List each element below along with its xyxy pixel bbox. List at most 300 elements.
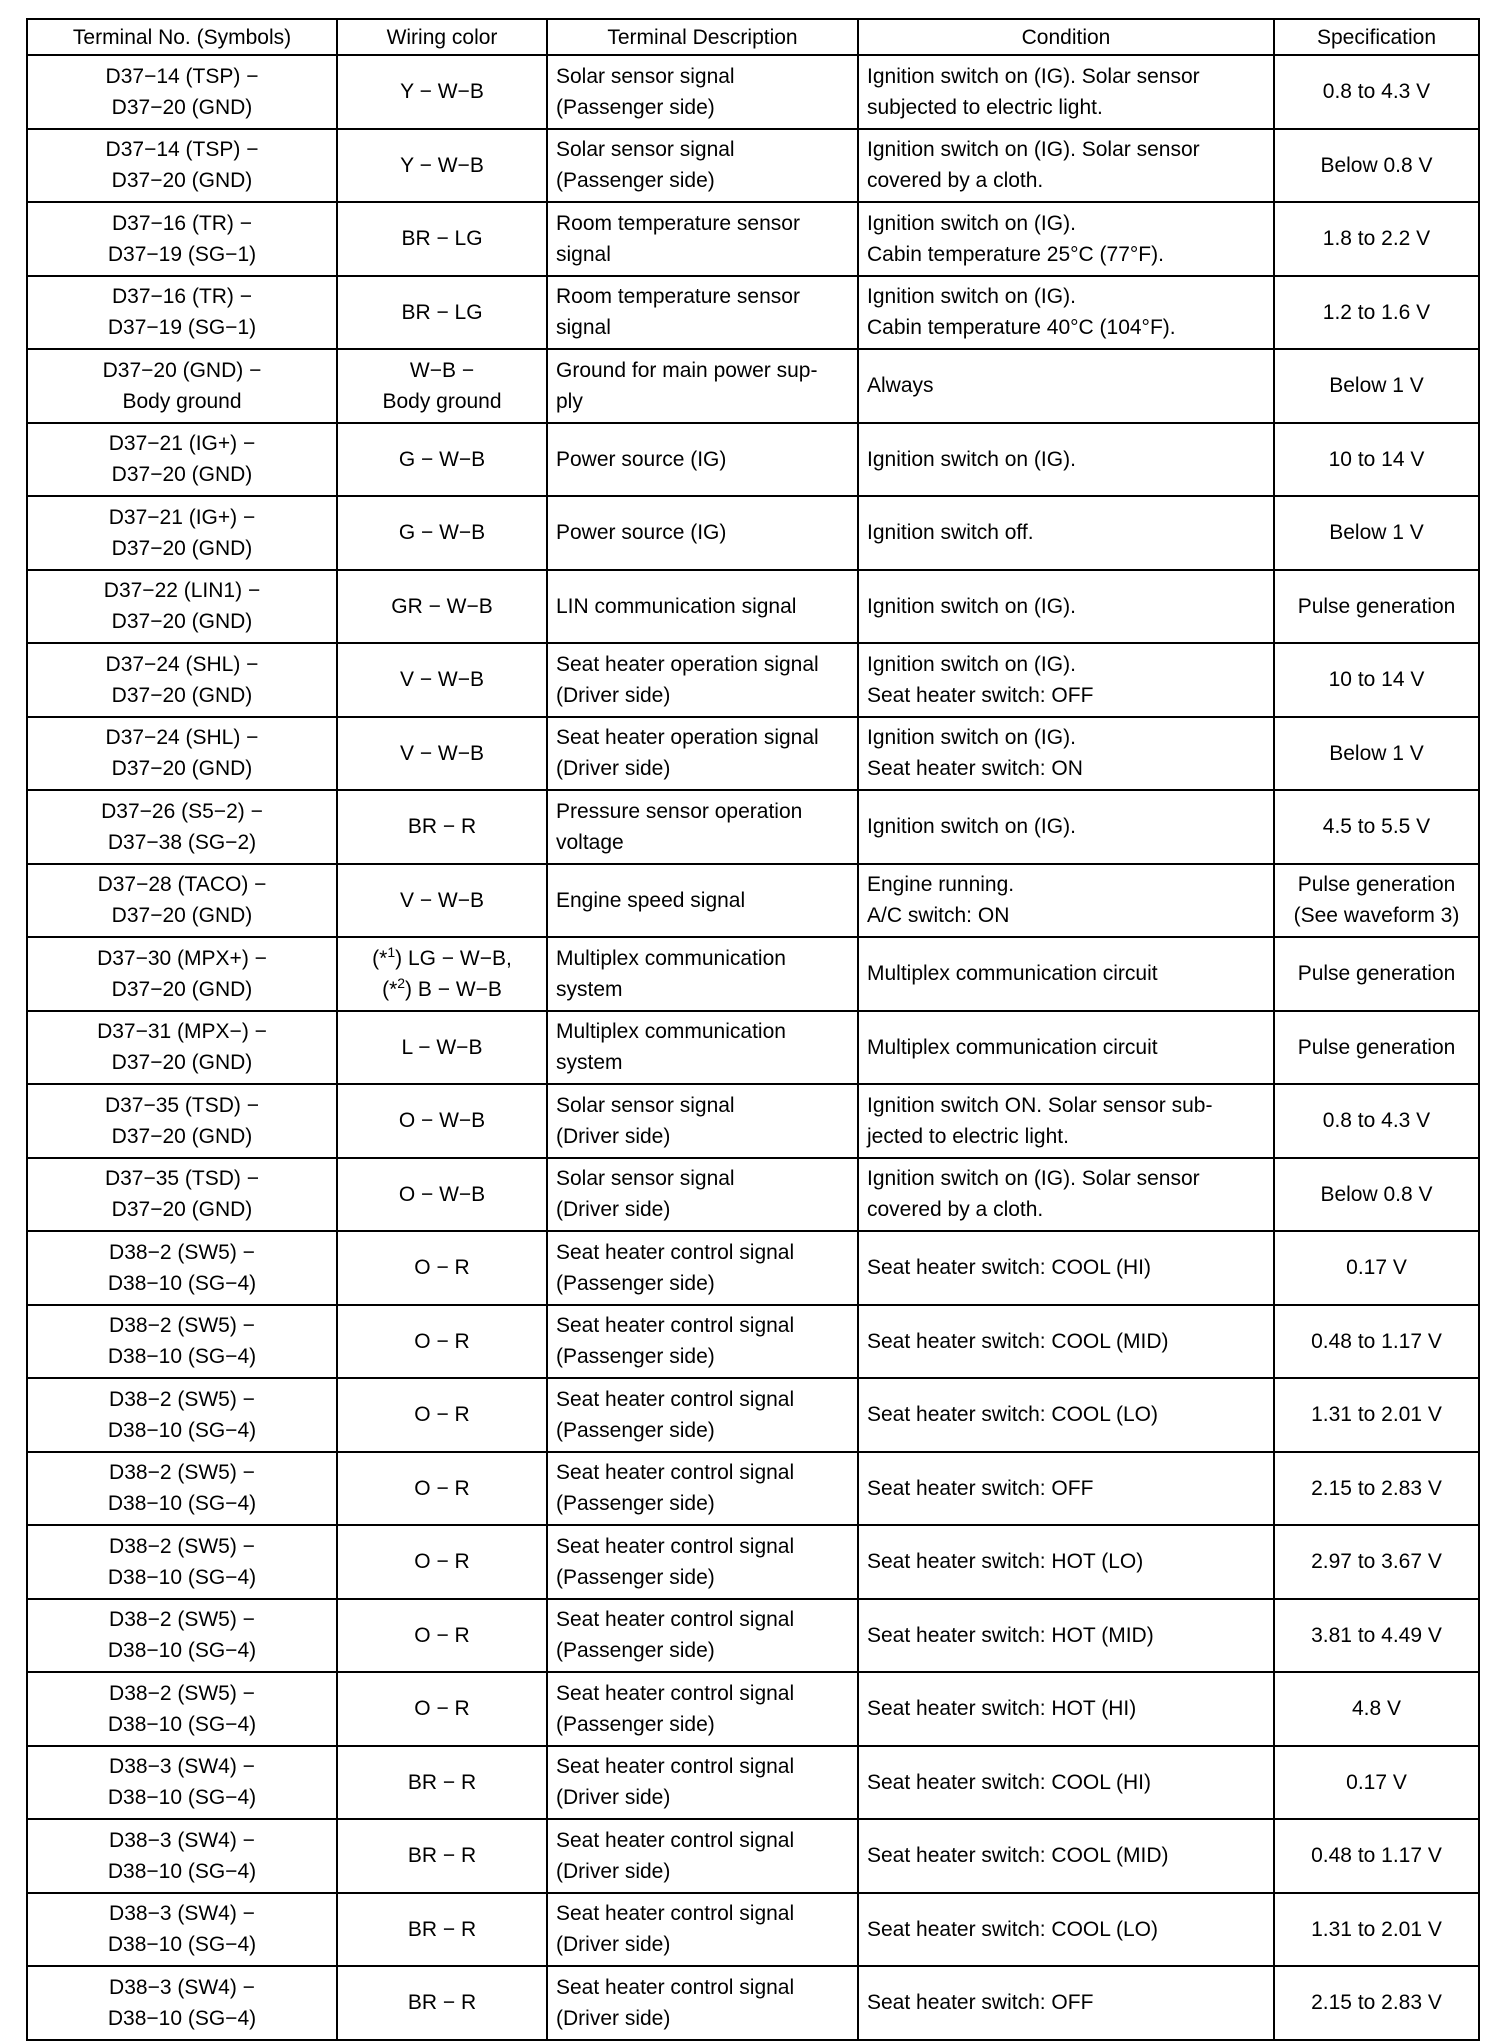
- cell-wiring-color: [337, 1966, 547, 2040]
- cell-terminal-description: [547, 1599, 858, 1673]
- cell-wiring-color-line: O − W−B: [398, 1182, 486, 1206]
- cell-wiring-color-line: (*$^2$) B − W−B: [382, 974, 502, 1001]
- cell-terminal-line: D37−20 (GND) −: [102, 358, 262, 382]
- cell-terminal-description-line: (Passenger side): [556, 1345, 715, 1369]
- cell-specification: [1274, 1893, 1479, 1967]
- cell-condition-line: Seat heater switch: OFF: [867, 1991, 1094, 2015]
- table-row: [27, 864, 1479, 938]
- cell-terminal-line: D37−20 (GND): [111, 1124, 253, 1148]
- cell-specification: [1274, 1672, 1479, 1746]
- cell-condition: [858, 1084, 1274, 1158]
- cell-condition-line: Engine running.: [867, 873, 1015, 897]
- cell-specification: [1274, 790, 1479, 864]
- cell-specification: [1274, 1452, 1479, 1526]
- cell-wiring-color-line: G − W−B: [398, 521, 486, 545]
- cell-condition-line: Seat heater switch: COOL (HI): [867, 1770, 1151, 1794]
- cell-terminal-line: D37−24 (SHL) −: [105, 652, 259, 676]
- cell-terminal-description-line: Seat heater control signal: [556, 1755, 795, 1779]
- cell-terminal-line: D37−35 (TSD) −: [104, 1093, 260, 1117]
- cell-specification-line: 0.48 to 1.17 V: [1311, 1844, 1442, 1868]
- cell-specification: [1274, 1084, 1479, 1158]
- table-row: [27, 1231, 1479, 1305]
- header-condition: Condition: [858, 19, 1274, 55]
- cell-terminal-line: D37−16 (TR) −: [111, 285, 253, 309]
- cell-wiring-color: [337, 276, 547, 350]
- cell-terminal: [27, 276, 337, 350]
- cell-wiring-color: [337, 423, 547, 497]
- cell-terminal: [27, 1893, 337, 1967]
- cell-terminal-line: D37−21 (IG+) −: [108, 505, 256, 529]
- cell-wiring-color: [337, 202, 547, 276]
- table-row: [27, 55, 1479, 129]
- cell-specification-line: Below 0.8 V: [1320, 1182, 1433, 1206]
- cell-terminal-description-line: Multiplex communication: [556, 1020, 786, 1044]
- table-row: [27, 1746, 1479, 1820]
- cell-terminal-line: D37−20 (GND): [111, 1051, 253, 1075]
- cell-wiring-color-line: O − R: [414, 1403, 470, 1427]
- cell-condition-line: Cabin temperature 25°C (77°F).: [867, 242, 1164, 266]
- cell-specification-line: (See waveform 3): [1293, 904, 1460, 928]
- cell-specification-line: Below 1 V: [1329, 741, 1424, 765]
- cell-wiring-color: [337, 570, 547, 644]
- cell-specification: [1274, 643, 1479, 717]
- table-body: [27, 55, 1479, 2040]
- cell-condition: [858, 1158, 1274, 1232]
- cell-specification: [1274, 1525, 1479, 1599]
- cell-wiring-color-line: BR − R: [407, 815, 477, 839]
- cell-terminal-description-line: (Passenger side): [556, 169, 715, 193]
- cell-terminal-line: D37−20 (GND): [111, 757, 253, 781]
- cell-terminal-line: Body ground: [122, 389, 242, 413]
- cell-terminal-description: [547, 864, 858, 938]
- cell-wiring-color: [337, 1746, 547, 1820]
- cell-condition-line: Seat heater switch: COOL (MID): [867, 1329, 1169, 1353]
- cell-wiring-color: [337, 1819, 547, 1893]
- cell-condition-line: A/C switch: ON: [867, 904, 1010, 928]
- cell-terminal-line: D37−20 (GND): [111, 536, 253, 560]
- cell-wiring-color: [337, 937, 547, 1011]
- cell-condition-line: subjected to electric light.: [867, 95, 1103, 119]
- cell-condition-line: Seat heater switch: ON: [867, 757, 1083, 781]
- cell-terminal-description-line: Seat heater control signal: [556, 1461, 795, 1485]
- cell-wiring-color-line: G − W−B: [398, 447, 486, 471]
- cell-condition: [858, 570, 1274, 644]
- cell-terminal-description-line: (Driver side): [556, 2006, 671, 2030]
- cell-condition-line: Ignition switch on (IG).: [867, 447, 1076, 471]
- cell-terminal-description: [547, 1525, 858, 1599]
- cell-specification-line: Pulse generation: [1297, 1035, 1456, 1059]
- cell-condition-line: Ignition switch off.: [867, 521, 1034, 545]
- cell-wiring-color-line: GR − W−B: [391, 594, 493, 618]
- cell-condition-line: Ignition switch on (IG).: [867, 594, 1076, 618]
- cell-terminal-description-line: Solar sensor signal: [556, 64, 735, 88]
- cell-terminal: [27, 349, 337, 423]
- cell-condition-line: Seat heater switch: COOL (LO): [867, 1917, 1158, 1941]
- cell-wiring-color: [337, 864, 547, 938]
- cell-wiring-color: [337, 55, 547, 129]
- cell-condition: [858, 55, 1274, 129]
- table-row: [27, 937, 1479, 1011]
- cell-condition: [858, 1672, 1274, 1746]
- cell-wiring-color: [337, 129, 547, 203]
- cell-terminal-line: D38−2 (SW5) −: [109, 1461, 255, 1485]
- cell-terminal: [27, 1378, 337, 1452]
- cell-specification: [1274, 129, 1479, 203]
- cell-specification-line: 0.17 V: [1346, 1770, 1407, 1794]
- cell-terminal-description: [547, 55, 858, 129]
- cell-wiring-color: [337, 790, 547, 864]
- table-row: [27, 1672, 1479, 1746]
- cell-terminal-line: D38−10 (SG−4): [107, 1418, 257, 1442]
- cell-wiring-color-line: Y − W−B: [400, 153, 484, 177]
- cell-terminal-line: D37−30 (MPX+) −: [97, 946, 267, 970]
- table-row: [27, 1525, 1479, 1599]
- cell-terminal-description-line: LIN communication signal: [556, 594, 797, 618]
- cell-wiring-color-line: Body ground: [382, 389, 502, 413]
- cell-wiring-color: [337, 1378, 547, 1452]
- cell-wiring-color: [337, 1672, 547, 1746]
- cell-terminal: [27, 129, 337, 203]
- cell-condition: [858, 1966, 1274, 2040]
- cell-terminal: [27, 1158, 337, 1232]
- cell-condition: [858, 717, 1274, 791]
- cell-condition: [858, 1231, 1274, 1305]
- cell-terminal-description-line: (Driver side): [556, 1124, 671, 1148]
- cell-condition: [858, 1525, 1274, 1599]
- cell-terminal-description: [547, 1231, 858, 1305]
- cell-terminal-description-line: (Passenger side): [556, 1418, 715, 1442]
- table-row: [27, 1011, 1479, 1085]
- cell-terminal: [27, 1966, 337, 2040]
- cell-terminal-description-line: Seat heater control signal: [556, 1902, 795, 1926]
- cell-terminal-line: D37−20 (GND): [111, 977, 253, 1001]
- cell-specification-line: Below 1 V: [1329, 374, 1424, 398]
- cell-specification: [1274, 1011, 1479, 1085]
- table-row: [27, 202, 1479, 276]
- cell-terminal-description-line: Multiplex communication: [556, 946, 786, 970]
- cell-specification-line: 2.15 to 2.83 V: [1311, 1991, 1442, 2015]
- table-header: [27, 19, 1479, 55]
- cell-terminal-description: [547, 1378, 858, 1452]
- cell-wiring-color-line: V − W−B: [399, 888, 485, 912]
- cell-specification-line: 1.8 to 2.2 V: [1322, 227, 1431, 251]
- cell-terminal-line: D38−10 (SG−4): [107, 1565, 257, 1589]
- cell-wiring-color: [337, 1231, 547, 1305]
- cell-terminal-description: [547, 1746, 858, 1820]
- cell-terminal-line: D37−38 (SG−2): [107, 830, 257, 854]
- cell-terminal: [27, 717, 337, 791]
- cell-terminal-description: [547, 1011, 858, 1085]
- cell-wiring-color-line: O − R: [414, 1623, 470, 1647]
- cell-specification-line: 1.31 to 2.01 V: [1311, 1403, 1442, 1427]
- cell-condition-line: Seat heater switch: HOT (HI): [867, 1697, 1137, 1721]
- cell-terminal-line: D37−28 (TACO) −: [97, 873, 267, 897]
- cell-terminal: [27, 423, 337, 497]
- table-row: [27, 1599, 1479, 1673]
- cell-terminal-line: D37−20 (GND): [111, 169, 253, 193]
- cell-terminal-description-line: Ground for main power sup-: [556, 358, 818, 382]
- table-row: [27, 1305, 1479, 1379]
- cell-terminal-description-line: (Passenger side): [556, 95, 715, 119]
- cell-terminal-description-line: Solar sensor signal: [556, 1093, 735, 1117]
- cell-terminal-line: D38−10 (SG−4): [107, 1859, 257, 1883]
- cell-specification-line: 10 to 14 V: [1328, 668, 1425, 692]
- cell-condition-line: Ignition switch on (IG).: [867, 211, 1076, 235]
- cell-wiring-color-line: O − W−B: [398, 1109, 486, 1133]
- cell-specification: [1274, 423, 1479, 497]
- cell-terminal-description: [547, 1305, 858, 1379]
- cell-terminal-description-line: (Passenger side): [556, 1712, 715, 1736]
- header-wiring-color: Wiring color: [337, 19, 547, 55]
- cell-wiring-color: [337, 717, 547, 791]
- cell-specification-line: 3.81 to 4.49 V: [1311, 1623, 1442, 1647]
- cell-specification: [1274, 1231, 1479, 1305]
- cell-specification-line: 2.97 to 3.67 V: [1311, 1550, 1442, 1574]
- table-row: [27, 643, 1479, 717]
- cell-condition: [858, 864, 1274, 938]
- cell-wiring-color-line: BR − LG: [401, 227, 483, 251]
- cell-condition-line: Seat heater switch: HOT (MID): [867, 1623, 1154, 1647]
- cell-terminal-line: D37−20 (GND): [111, 463, 253, 487]
- table-row: [27, 1893, 1479, 1967]
- cell-terminal: [27, 864, 337, 938]
- cell-condition-line: Seat heater switch: HOT (LO): [867, 1550, 1144, 1574]
- table-row: [27, 423, 1479, 497]
- cell-specification-line: 0.8 to 4.3 V: [1322, 80, 1431, 104]
- cell-condition-line: Seat heater switch: OFF: [867, 1476, 1094, 1500]
- cell-terminal-description-line: Seat heater control signal: [556, 1975, 795, 1999]
- cell-specification-line: 10 to 14 V: [1328, 447, 1425, 471]
- cell-terminal-description-line: signal: [556, 242, 611, 266]
- cell-terminal-description-line: system: [556, 1051, 623, 1075]
- cell-condition: [858, 643, 1274, 717]
- cell-terminal-description-line: Solar sensor signal: [556, 1167, 735, 1191]
- cell-terminal: [27, 1084, 337, 1158]
- table-row: [27, 1378, 1479, 1452]
- cell-terminal-description-line: Seat heater control signal: [556, 1387, 795, 1411]
- cell-terminal-line: D38−10 (SG−4): [107, 1271, 257, 1295]
- cell-terminal-description-line: Seat heater control signal: [556, 1681, 795, 1705]
- cell-condition-line: Ignition switch on (IG). Solar sensor: [867, 138, 1200, 162]
- cell-terminal-line: D37−20 (GND): [111, 1198, 253, 1222]
- cell-terminal-description: [547, 496, 858, 570]
- header-terminal-description: Terminal Description: [547, 19, 858, 55]
- cell-specification: [1274, 937, 1479, 1011]
- cell-terminal-line: D38−2 (SW5) −: [109, 1314, 255, 1338]
- cell-condition-line: Ignition switch on (IG).: [867, 815, 1076, 839]
- cell-terminal-line: D38−10 (SG−4): [107, 1712, 257, 1736]
- cell-specification-line: 1.31 to 2.01 V: [1311, 1917, 1442, 1941]
- cell-condition: [858, 1011, 1274, 1085]
- cell-condition-line: Cabin temperature 40°C (104°F).: [867, 316, 1176, 340]
- cell-condition-line: Seat heater switch: COOL (HI): [867, 1256, 1151, 1280]
- cell-terminal-line: D37−20 (GND): [111, 904, 253, 928]
- cell-terminal-description: [547, 937, 858, 1011]
- cell-specification: [1274, 1305, 1479, 1379]
- cell-terminal-description: [547, 423, 858, 497]
- cell-wiring-color-line: V − W−B: [399, 741, 485, 765]
- cell-terminal: [27, 1452, 337, 1526]
- cell-wiring-color: [337, 1599, 547, 1673]
- cell-specification: [1274, 55, 1479, 129]
- cell-condition-line: Ignition switch ON. Solar sensor sub-: [867, 1093, 1213, 1117]
- table-row: [27, 1158, 1479, 1232]
- cell-terminal: [27, 55, 337, 129]
- terminal-spec-table: [26, 18, 1480, 2041]
- cell-terminal-description-line: Seat heater operation signal: [556, 652, 819, 676]
- cell-condition-line: Seat heater switch: OFF: [867, 683, 1094, 707]
- cell-specification: [1274, 717, 1479, 791]
- cell-terminal-line: D37−26 (S5−2) −: [101, 799, 263, 823]
- cell-terminal-description-line: Room temperature sensor: [556, 285, 800, 309]
- cell-terminal-description-line: (Driver side): [556, 1198, 671, 1222]
- cell-terminal-description: [547, 276, 858, 350]
- cell-specification-line: Pulse generation: [1297, 962, 1456, 986]
- cell-terminal: [27, 1011, 337, 1085]
- cell-terminal-line: D37−20 (GND): [111, 683, 253, 707]
- cell-condition: [858, 129, 1274, 203]
- cell-wiring-color-line: BR − LG: [401, 300, 483, 324]
- cell-terminal: [27, 1746, 337, 1820]
- cell-wiring-color: [337, 1452, 547, 1526]
- cell-wiring-color-line: BR − R: [407, 1770, 477, 1794]
- cell-terminal-description-line: (Passenger side): [556, 1565, 715, 1589]
- cell-specification: [1274, 1378, 1479, 1452]
- cell-terminal-description-line: (Passenger side): [556, 1271, 715, 1295]
- cell-specification-line: 0.8 to 4.3 V: [1322, 1109, 1431, 1133]
- cell-specification: [1274, 570, 1479, 644]
- cell-wiring-color: [337, 1158, 547, 1232]
- cell-specification: [1274, 1966, 1479, 2040]
- cell-terminal-description-line: voltage: [556, 830, 624, 854]
- cell-wiring-color: [337, 1011, 547, 1085]
- cell-condition: [858, 423, 1274, 497]
- cell-terminal-description-line: system: [556, 977, 623, 1001]
- cell-condition-line: Ignition switch on (IG). Solar sensor: [867, 1167, 1200, 1191]
- cell-terminal-description-line: Power source (IG): [556, 521, 727, 545]
- cell-terminal-line: D38−3 (SW4) −: [109, 1975, 255, 1999]
- cell-terminal: [27, 1599, 337, 1673]
- cell-terminal-line: D37−14 (TSP) −: [105, 138, 259, 162]
- cell-specification: [1274, 1746, 1479, 1820]
- cell-terminal-description-line: (Passenger side): [556, 1639, 715, 1663]
- cell-terminal: [27, 643, 337, 717]
- cell-terminal-description-line: Seat heater operation signal: [556, 726, 819, 750]
- cell-terminal-line: D38−10 (SG−4): [107, 2006, 257, 2030]
- cell-terminal-description: [547, 790, 858, 864]
- cell-condition: [858, 1893, 1274, 1967]
- cell-terminal-description: [547, 349, 858, 423]
- cell-condition: [858, 1819, 1274, 1893]
- cell-terminal-line: D37−20 (GND): [111, 610, 253, 634]
- cell-wiring-color-line: W−B −: [409, 358, 475, 382]
- cell-terminal: [27, 1672, 337, 1746]
- cell-specification-line: 2.15 to 2.83 V: [1311, 1476, 1442, 1500]
- cell-specification: [1274, 276, 1479, 350]
- cell-terminal-description: [547, 1084, 858, 1158]
- cell-terminal-description-line: Power source (IG): [556, 447, 727, 471]
- cell-terminal: [27, 1231, 337, 1305]
- cell-terminal-description: [547, 717, 858, 791]
- cell-wiring-color-line: O − R: [414, 1256, 470, 1280]
- cell-condition: [858, 1746, 1274, 1820]
- cell-condition-line: Seat heater switch: COOL (MID): [867, 1844, 1169, 1868]
- cell-terminal-description: [547, 1893, 858, 1967]
- cell-condition: [858, 349, 1274, 423]
- header-specification: Specification: [1274, 19, 1479, 55]
- cell-specification-line: 0.48 to 1.17 V: [1311, 1329, 1442, 1353]
- cell-wiring-color-line: O − R: [414, 1476, 470, 1500]
- cell-terminal-description: [547, 129, 858, 203]
- cell-wiring-color-line: Y − W−B: [400, 80, 484, 104]
- cell-condition: [858, 1452, 1274, 1526]
- cell-terminal: [27, 1525, 337, 1599]
- cell-wiring-color: [337, 496, 547, 570]
- cell-terminal-description-line: Engine speed signal: [556, 888, 746, 912]
- cell-specification-line: 4.5 to 5.5 V: [1322, 815, 1431, 839]
- cell-terminal-line: D38−10 (SG−4): [107, 1786, 257, 1810]
- cell-terminal-description-line: (Driver side): [556, 1933, 671, 1957]
- cell-wiring-color-line: V − W−B: [399, 668, 485, 692]
- cell-terminal-line: D37−19 (SG−1): [107, 242, 257, 266]
- cell-condition: [858, 937, 1274, 1011]
- cell-specification: [1274, 202, 1479, 276]
- cell-condition: [858, 1599, 1274, 1673]
- cell-condition-line: Ignition switch on (IG).: [867, 285, 1076, 309]
- cell-condition: [858, 496, 1274, 570]
- cell-terminal-description-line: ply: [556, 389, 583, 413]
- cell-terminal-line: D38−2 (SW5) −: [109, 1608, 255, 1632]
- cell-terminal-description-line: Seat heater control signal: [556, 1534, 795, 1558]
- cell-condition-line: Multiplex communication circuit: [867, 1035, 1158, 1059]
- cell-terminal-description: [547, 1819, 858, 1893]
- cell-terminal-line: D38−2 (SW5) −: [109, 1534, 255, 1558]
- cell-terminal-line: D38−2 (SW5) −: [109, 1387, 255, 1411]
- cell-wiring-color-line: L − W−B: [401, 1035, 483, 1059]
- cell-terminal-line: D38−3 (SW4) −: [109, 1755, 255, 1779]
- cell-condition: [858, 1305, 1274, 1379]
- cell-terminal-description-line: (Passenger side): [556, 1492, 715, 1516]
- cell-terminal-description: [547, 202, 858, 276]
- header-row: [27, 19, 1479, 55]
- cell-terminal-description-line: Room temperature sensor: [556, 211, 800, 235]
- cell-terminal-description-line: signal: [556, 316, 611, 340]
- cell-wiring-color: [337, 1525, 547, 1599]
- cell-wiring-color: [337, 643, 547, 717]
- cell-terminal-description-line: Seat heater control signal: [556, 1314, 795, 1338]
- cell-specification: [1274, 349, 1479, 423]
- cell-terminal: [27, 1819, 337, 1893]
- table-row: [27, 1084, 1479, 1158]
- table-row: [27, 129, 1479, 203]
- cell-terminal: [27, 570, 337, 644]
- cell-wiring-color: [337, 349, 547, 423]
- cell-terminal-line: D37−31 (MPX−) −: [97, 1020, 267, 1044]
- cell-specification: [1274, 496, 1479, 570]
- cell-terminal-description-line: Seat heater control signal: [556, 1828, 795, 1852]
- cell-terminal: [27, 1305, 337, 1379]
- cell-terminal-description: [547, 1672, 858, 1746]
- cell-terminal-line: D37−19 (SG−1): [107, 316, 257, 340]
- cell-terminal-description: [547, 570, 858, 644]
- cell-condition-line: covered by a cloth.: [867, 1198, 1044, 1222]
- cell-condition-line: Seat heater switch: COOL (LO): [867, 1403, 1158, 1427]
- cell-terminal-line: D38−10 (SG−4): [107, 1345, 257, 1369]
- cell-specification-line: 4.8 V: [1351, 1697, 1402, 1721]
- cell-terminal-description: [547, 1966, 858, 2040]
- cell-terminal-line: D38−2 (SW5) −: [109, 1240, 255, 1264]
- table-row: [27, 790, 1479, 864]
